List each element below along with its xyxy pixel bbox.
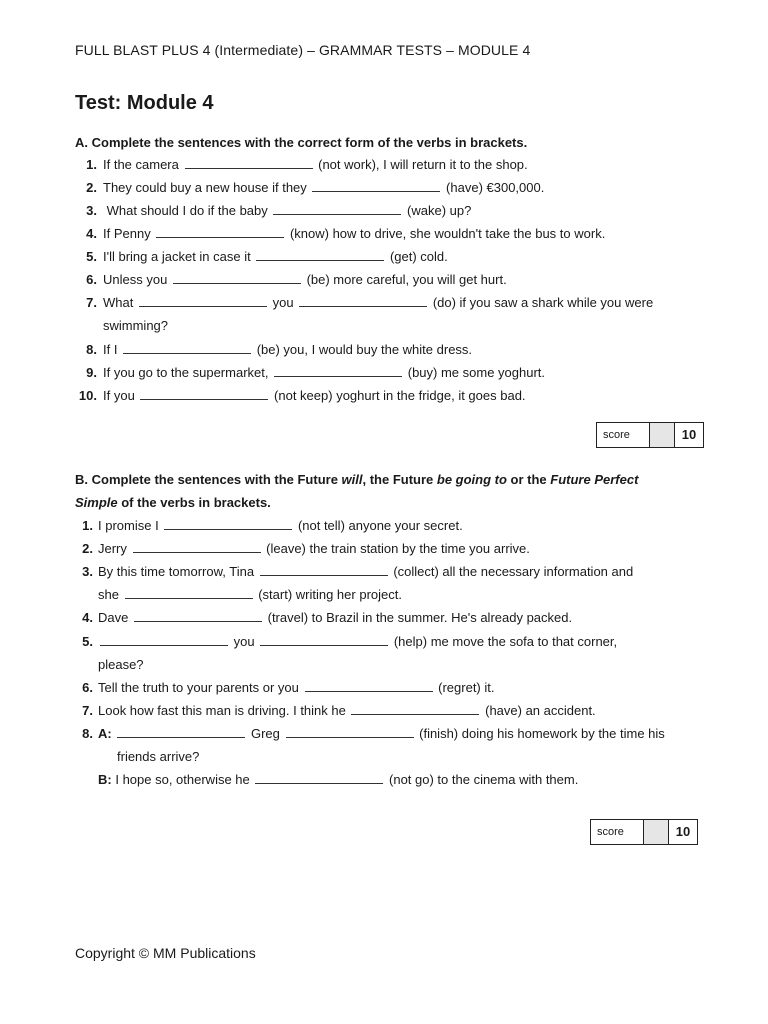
answer-blank[interactable] <box>133 540 261 553</box>
question-text: (have) an accident. <box>485 703 596 718</box>
copyright-footer: Copyright © MM Publications <box>75 945 256 961</box>
answer-blank[interactable] <box>299 294 427 307</box>
question-text: (start) writing her project. <box>254 587 402 602</box>
question-b-4 <box>75 606 715 629</box>
score-box-b <box>590 819 698 845</box>
question-number: 4. <box>82 610 93 625</box>
question-a-7 <box>75 291 715 314</box>
question-continuation: swimming? <box>103 318 169 333</box>
answer-blank[interactable] <box>123 341 251 354</box>
answer-blank[interactable] <box>256 248 384 261</box>
question-a-9 <box>75 361 715 384</box>
question-text: Unless you <box>103 272 168 287</box>
score-label: score <box>597 423 650 447</box>
question-text: (travel) to Brazil in the summer. He's already packed. <box>267 610 573 625</box>
question-text: (do) if you saw a shark while you were <box>432 295 654 310</box>
question-number: 5. <box>86 249 97 264</box>
question-a-1 <box>75 153 715 176</box>
question-text: If Penny <box>103 226 151 241</box>
answer-blank[interactable] <box>173 271 301 284</box>
question-text: (have) €300,000. <box>446 180 545 195</box>
question-text: If the camera <box>103 157 179 172</box>
answer-blank[interactable] <box>260 563 388 576</box>
question-text: Jerry <box>98 541 127 556</box>
answer-blank[interactable] <box>125 586 253 599</box>
question-number: 5. <box>82 634 93 649</box>
question-continuation: please? <box>98 657 144 672</box>
question-text: (leave) the train station by the time you arrive. <box>266 541 530 556</box>
answer-blank[interactable] <box>255 771 383 784</box>
question-text: you <box>272 295 294 310</box>
question-number: 1. <box>86 157 97 172</box>
question-text: What <box>103 295 134 310</box>
score-max-points: 10 <box>675 824 691 839</box>
question-number: 2. <box>86 180 97 195</box>
question-b-1 <box>75 514 715 537</box>
question-number: 10. <box>78 388 97 403</box>
question-text: (wake) up? <box>407 203 472 218</box>
instruction-text: or the <box>506 472 551 487</box>
question-text: (finish) doing his homework by the time his <box>419 726 665 741</box>
question-b-7 <box>75 699 715 722</box>
question-text: (get) cold. <box>389 249 448 264</box>
document-header: FULL BLAST PLUS 4 (Intermediate) – GRAMMAR TESTS – MODULE 4 <box>75 42 531 58</box>
question-text: (collect) all the necessary information and <box>393 564 634 579</box>
answer-blank[interactable] <box>139 294 267 307</box>
question-number: 9. <box>86 365 97 380</box>
question-continuation <box>98 583 402 606</box>
question-text: Greg <box>250 726 280 741</box>
question-text: (regret) it. <box>438 680 495 695</box>
answer-blank[interactable] <box>134 609 262 622</box>
question-a-4 <box>75 222 715 245</box>
question-text: (not work), I will return it to the shop. <box>318 157 528 172</box>
question-continuation: friends arrive? <box>117 749 200 764</box>
question-text: If you go to the supermarket, <box>103 365 269 380</box>
question-a-5 <box>75 245 715 268</box>
question-text: (not keep) yoghurt in the fridge, it goes bad. <box>274 388 526 403</box>
answer-blank[interactable] <box>100 633 228 646</box>
question-b-8b <box>98 768 578 791</box>
speaker-label: A: <box>98 726 112 741</box>
question-text: If you <box>103 388 135 403</box>
question-number: 8. <box>82 726 93 741</box>
question-text: (not tell) anyone your secret. <box>297 518 463 533</box>
question-text: Tell the truth to your parents or you <box>98 680 299 695</box>
answer-blank[interactable] <box>185 156 313 169</box>
question-a-3 <box>75 199 715 222</box>
section-a-instruction: A. Complete the sentences with the correct form of the verbs in brackets. <box>75 135 528 150</box>
answer-blank[interactable] <box>305 679 433 692</box>
question-b-8a <box>75 722 715 745</box>
question-b-3 <box>75 560 715 583</box>
answer-blank[interactable] <box>117 725 245 738</box>
question-number: 3. <box>86 203 97 218</box>
answer-blank[interactable] <box>164 517 292 530</box>
answer-blank[interactable] <box>140 387 268 400</box>
question-text: (help) me move the sofa to that corner, <box>393 634 618 649</box>
question-b-5 <box>75 630 715 653</box>
question-text: They could buy a new house if they <box>103 180 307 195</box>
score-entry-field[interactable] <box>644 820 669 844</box>
question-number: 1. <box>82 518 93 533</box>
question-text: (not go) to the cinema with them. <box>389 772 579 787</box>
answer-blank[interactable] <box>156 225 284 238</box>
question-a-8 <box>75 338 715 361</box>
question-number: 7. <box>82 703 93 718</box>
question-text: she <box>98 587 119 602</box>
question-text: (buy) me some yoghurt. <box>407 365 546 380</box>
instruction-text: of the verbs in brackets. <box>117 495 271 510</box>
question-text: (be) you, I would buy the white dress. <box>256 342 473 357</box>
question-number: 6. <box>82 680 93 695</box>
question-text: Look how fast this man is driving. I think he <box>98 703 346 718</box>
question-number: 3. <box>82 564 93 579</box>
score-box-a <box>596 422 704 448</box>
question-a-10 <box>75 384 715 407</box>
answer-blank[interactable] <box>274 364 402 377</box>
question-a-2 <box>75 176 715 199</box>
instruction-text-italic: Simple <box>75 495 118 510</box>
answer-blank[interactable] <box>273 202 401 215</box>
instruction-text-italic: be going to <box>436 472 507 487</box>
instruction-text: B. Complete the sentences with the Future <box>75 472 342 487</box>
question-a-6 <box>75 268 715 291</box>
section-b-instruction <box>75 468 715 514</box>
question-text: I promise I <box>98 518 159 533</box>
question-text: Dave <box>98 610 129 625</box>
question-text: If I <box>103 342 118 357</box>
answer-blank[interactable] <box>351 702 479 715</box>
answer-blank[interactable] <box>286 725 414 738</box>
question-text: (know) how to drive, she wouldn't take the bus to work. <box>289 226 606 241</box>
question-text: I'll bring a jacket in case it <box>103 249 251 264</box>
question-text: I hope so, otherwise he <box>115 772 250 787</box>
question-number: 6. <box>86 272 97 287</box>
instruction-text: , the Future <box>362 472 437 487</box>
speaker-label: B: <box>98 772 112 787</box>
question-text: What should I do if the baby <box>103 203 268 218</box>
question-text: you <box>233 634 255 649</box>
score-label: score <box>591 820 644 844</box>
score-max-points: 10 <box>681 427 697 442</box>
question-text: (be) more careful, you will get hurt. <box>306 272 507 287</box>
question-b-2 <box>75 537 715 560</box>
question-number: 4. <box>86 226 97 241</box>
score-entry-field[interactable] <box>650 423 675 447</box>
question-number: 2. <box>82 541 93 556</box>
answer-blank[interactable] <box>260 633 388 646</box>
question-number: 8. <box>86 342 97 357</box>
instruction-text-italic: Future Perfect <box>550 472 639 487</box>
test-title: Test: Module 4 <box>75 92 214 114</box>
question-b-6 <box>75 676 715 699</box>
instruction-text-italic: will <box>341 472 363 487</box>
answer-blank[interactable] <box>312 179 440 192</box>
question-number: 7. <box>86 295 97 310</box>
question-text: By this time tomorrow, Tina <box>98 564 255 579</box>
